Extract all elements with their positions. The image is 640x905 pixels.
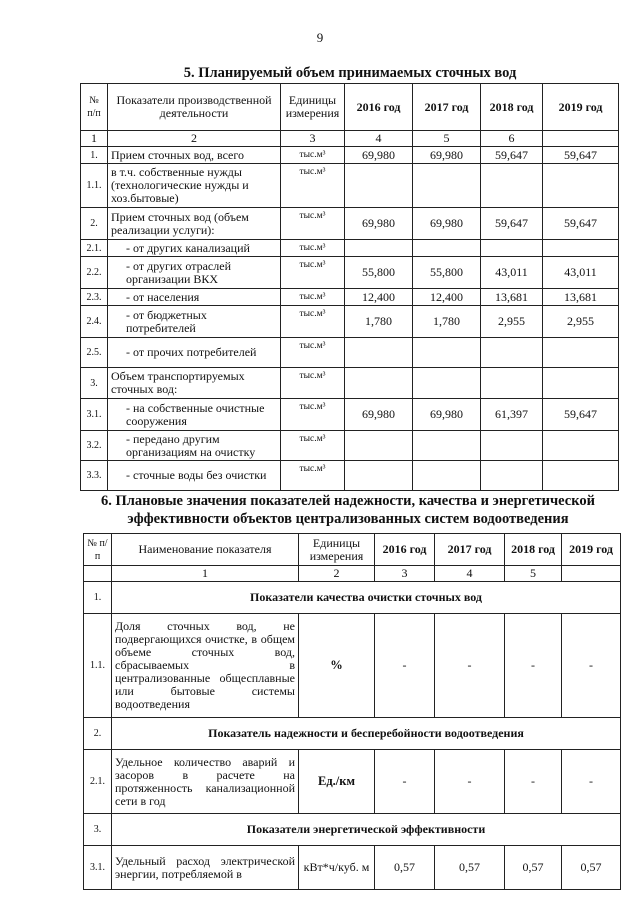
group-title: Показатель надежности и бесперебойности водоотведения <box>112 718 621 750</box>
row-value: 69,980 <box>413 147 481 164</box>
header-year: 2016 год <box>375 534 435 566</box>
header-year: 2019 год <box>543 84 619 131</box>
column-number: 5 <box>505 566 562 582</box>
row-unit: тыс.м³ <box>281 306 345 338</box>
row-value <box>481 431 543 461</box>
row-unit: тыс.м³ <box>281 257 345 289</box>
column-number-empty <box>84 566 112 582</box>
row-value: 12,400 <box>413 289 481 306</box>
row-num: 3.1. <box>84 846 112 890</box>
row-value: 69,980 <box>345 208 413 240</box>
row-value: 59,647 <box>543 147 619 164</box>
row-unit: кВт*ч/куб. м <box>299 846 375 890</box>
row-value: 69,980 <box>413 399 481 431</box>
row-name: Прием сточных вод, всего <box>108 147 281 164</box>
row-value: 69,980 <box>345 147 413 164</box>
row-num: 2.1. <box>81 240 108 257</box>
group-header-row <box>84 582 621 614</box>
row-value: 13,681 <box>543 289 619 306</box>
row-num: 3.2. <box>81 431 108 461</box>
header-num: № п/п <box>84 534 112 566</box>
row-value <box>345 431 413 461</box>
row-name: - от бюджетных потребителей <box>108 306 281 338</box>
column-number: 1 <box>81 131 108 147</box>
wastewater-volume-table <box>80 83 619 491</box>
group-num: 1. <box>84 582 112 614</box>
row-value: 0,57 <box>435 846 505 890</box>
section-6-title: 6. Плановые значения показателей надежности, качества и энергетической эффективности объектов централизованных систем водоотведения <box>101 493 595 527</box>
row-value: 0,57 <box>505 846 562 890</box>
row-value <box>481 240 543 257</box>
column-number-row <box>84 566 621 582</box>
row-value: 43,011 <box>481 257 543 289</box>
table-header-row <box>81 84 619 131</box>
section-5-title: 5. Планируемый объем принимаемых сточных вод <box>183 65 517 81</box>
row-num: 3. <box>81 368 108 399</box>
header-year: 2019 год <box>562 534 621 566</box>
row-value: - <box>435 750 505 814</box>
header-num: № п/п <box>81 84 108 131</box>
row-value: - <box>505 614 562 718</box>
row-value <box>543 431 619 461</box>
row-value: - <box>562 750 621 814</box>
page-number: 9 <box>316 30 324 45</box>
header-units: Единицы измерения <box>281 84 345 131</box>
table-row <box>81 461 619 491</box>
row-value: 2,955 <box>543 306 619 338</box>
table-header-row <box>84 534 621 566</box>
column-number: 4 <box>345 131 413 147</box>
row-value <box>543 164 619 208</box>
row-value: 2,955 <box>481 306 543 338</box>
column-number: 2 <box>108 131 281 147</box>
column-number: 4 <box>435 566 505 582</box>
header-units: Единицы измерения <box>299 534 375 566</box>
row-value <box>413 431 481 461</box>
row-unit: тыс.м³ <box>281 399 345 431</box>
row-name: в т.ч. собственные нужды (технологические нужды и хоз.бытовые) <box>108 164 281 208</box>
row-value <box>413 240 481 257</box>
row-name: - сточные воды без очистки <box>108 461 281 491</box>
table-row <box>81 306 619 338</box>
column-number-empty <box>543 131 619 147</box>
row-value: 69,980 <box>413 208 481 240</box>
row-value: 61,397 <box>481 399 543 431</box>
group-title: Показатели качества очистки сточных вод <box>112 582 621 614</box>
row-num: 2.1. <box>84 750 112 814</box>
row-value <box>413 338 481 368</box>
row-value: - <box>562 614 621 718</box>
header-year: 2017 год <box>413 84 481 131</box>
row-value <box>543 338 619 368</box>
table-row <box>84 846 621 890</box>
row-value <box>481 461 543 491</box>
row-unit: тыс.м³ <box>281 431 345 461</box>
header-year: 2017 год <box>435 534 505 566</box>
table-row <box>81 338 619 368</box>
table-row <box>81 399 619 431</box>
header-year: 2018 год <box>505 534 562 566</box>
table-row <box>81 289 619 306</box>
row-num: 2.4. <box>81 306 108 338</box>
row-value <box>413 368 481 399</box>
row-unit: Ед./км <box>299 750 375 814</box>
row-value: 12,400 <box>345 289 413 306</box>
header-indicator: Показатели производственной деятельности <box>108 84 281 131</box>
row-unit: тыс.м³ <box>281 147 345 164</box>
table-row <box>81 208 619 240</box>
group-header-row <box>84 718 621 750</box>
column-number: 3 <box>375 566 435 582</box>
row-num: 2.5. <box>81 338 108 368</box>
row-value: 55,800 <box>413 257 481 289</box>
table-row <box>81 257 619 289</box>
row-value: - <box>375 750 435 814</box>
row-num: 2. <box>81 208 108 240</box>
row-value <box>345 240 413 257</box>
row-value <box>413 461 481 491</box>
row-value <box>481 338 543 368</box>
row-name: - передано другим организациям на очистку <box>108 431 281 461</box>
row-value <box>345 368 413 399</box>
row-value: 59,647 <box>543 208 619 240</box>
row-value <box>413 164 481 208</box>
row-num: 2.2. <box>81 257 108 289</box>
row-unit: тыс.м³ <box>281 338 345 368</box>
row-name: Объем транспортируемых сточных вод: <box>108 368 281 399</box>
row-unit: тыс.м³ <box>281 240 345 257</box>
row-name: - от других канализаций <box>108 240 281 257</box>
row-name: - на собственные очистные сооружения <box>108 399 281 431</box>
column-number: 3 <box>281 131 345 147</box>
row-value: 1,780 <box>345 306 413 338</box>
row-value: 1,780 <box>413 306 481 338</box>
row-unit: тыс.м³ <box>281 368 345 399</box>
row-value: 43,011 <box>543 257 619 289</box>
row-value: 0,57 <box>375 846 435 890</box>
row-name: Доля сточных вод, не подвергающихся очистке, в общем объеме сточных вод, сбрасываемых в централизованные общесплавные или бытовые системы водоотведения <box>112 614 299 718</box>
table-row <box>84 614 621 718</box>
row-value <box>543 368 619 399</box>
row-value <box>345 164 413 208</box>
group-title: Показатели энергетической эффективности <box>112 814 621 846</box>
row-value <box>481 164 543 208</box>
row-value <box>481 368 543 399</box>
row-name: Удельный расход электрической энергии, потребляемой в <box>112 846 299 890</box>
row-unit: тыс.м³ <box>281 461 345 491</box>
row-name: Прием сточных вод (объем реализации услуги): <box>108 208 281 240</box>
row-value: 59,647 <box>481 208 543 240</box>
column-number: 6 <box>481 131 543 147</box>
column-number: 5 <box>413 131 481 147</box>
row-num: 1. <box>81 147 108 164</box>
table-row <box>81 164 619 208</box>
row-name: - от прочих потребителей <box>108 338 281 368</box>
column-number-row <box>81 131 619 147</box>
row-value: 0,57 <box>562 846 621 890</box>
row-value: - <box>505 750 562 814</box>
row-unit: тыс.м³ <box>281 164 345 208</box>
row-name: Удельное количество аварий и засоров в расчете на протяженность канализационной сети в год <box>112 750 299 814</box>
column-number-empty <box>562 566 621 582</box>
header-year: 2016 год <box>345 84 413 131</box>
row-num: 3.1. <box>81 399 108 431</box>
column-number: 2 <box>299 566 375 582</box>
header-year: 2018 год <box>481 84 543 131</box>
group-num: 2. <box>84 718 112 750</box>
group-header-row <box>84 814 621 846</box>
table-row <box>81 368 619 399</box>
table-row <box>84 750 621 814</box>
row-value <box>345 461 413 491</box>
row-num: 1.1. <box>81 164 108 208</box>
group-num: 3. <box>84 814 112 846</box>
table-row <box>81 431 619 461</box>
row-value <box>543 461 619 491</box>
row-value: - <box>435 614 505 718</box>
row-unit: % <box>299 614 375 718</box>
column-number: 1 <box>112 566 299 582</box>
row-value <box>543 240 619 257</box>
row-name: - от населения <box>108 289 281 306</box>
reliability-indicators-table <box>83 533 621 890</box>
row-num: 2.3. <box>81 289 108 306</box>
row-value: - <box>375 614 435 718</box>
row-name: - от других отраслей организации ВКХ <box>108 257 281 289</box>
row-value: 55,800 <box>345 257 413 289</box>
row-unit: тыс.м³ <box>281 289 345 306</box>
row-value: 59,647 <box>543 399 619 431</box>
row-num: 3.3. <box>81 461 108 491</box>
row-value: 69,980 <box>345 399 413 431</box>
table-row <box>81 240 619 257</box>
row-value: 59,647 <box>481 147 543 164</box>
table-row <box>81 147 619 164</box>
row-value <box>345 338 413 368</box>
row-num: 1.1. <box>84 614 112 718</box>
header-indicator: Наименование показателя <box>112 534 299 566</box>
row-value: 13,681 <box>481 289 543 306</box>
row-unit: тыс.м³ <box>281 208 345 240</box>
